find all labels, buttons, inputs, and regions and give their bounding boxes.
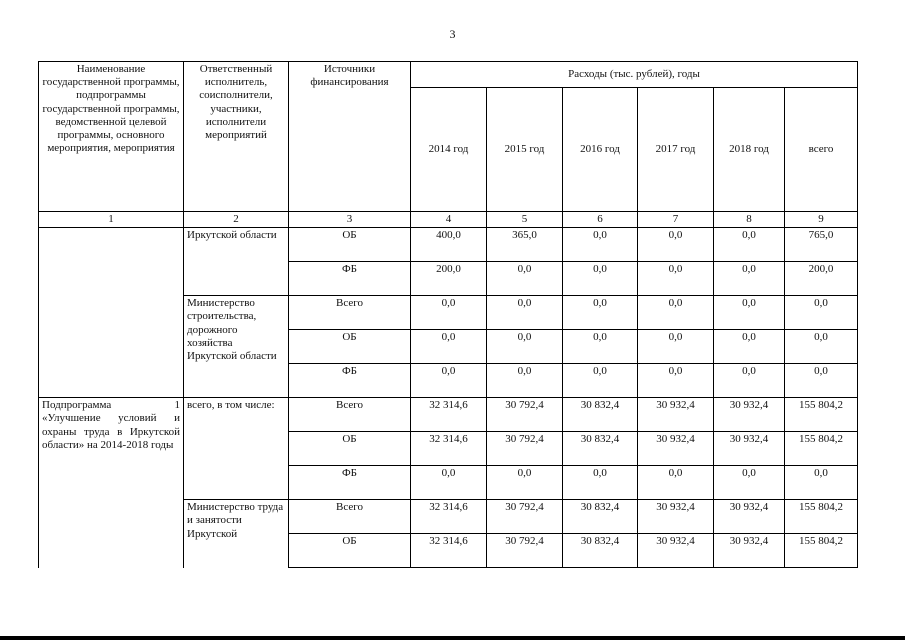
year-value-cell: 30 792,4 [487,500,563,534]
year-value-cell: 30 932,4 [714,534,785,568]
year-value-cell: 0,0 [563,330,638,364]
funding-source-cell: ФБ [289,262,411,296]
funding-source-cell: ОБ [289,330,411,364]
year-value-cell: 0,0 [563,466,638,500]
column-number: 2 [184,212,289,228]
year-value-cell: 30 832,4 [563,500,638,534]
year-value-cell: 30 932,4 [714,398,785,432]
year-value-cell: 0,0 [714,296,785,330]
year-value-cell: 30 932,4 [638,534,714,568]
funding-source-cell: Всего [289,296,411,330]
year-value-cell: 0,0 [563,364,638,398]
year-value-cell: 0,0 [714,364,785,398]
year-value-cell: 32 314,6 [411,534,487,568]
column-number: 7 [638,212,714,228]
year-value-cell: 30 932,4 [638,432,714,466]
year-value-cell: 30 932,4 [638,500,714,534]
year-value-cell: 30 792,4 [487,398,563,432]
column-number: 3 [289,212,411,228]
column-number: 5 [487,212,563,228]
year-value-cell: 365,0 [487,228,563,262]
column-number: 6 [563,212,638,228]
header-year: 2016 год [563,88,638,212]
header-program-name: Наименование государственной программы, подпрограммы государственной программы, ведомственной целевой программы, основного мероприятия, мероприятия [39,62,184,212]
total-value-cell: 200,0 [785,262,858,296]
header-year: 2018 год [714,88,785,212]
year-value-cell: 0,0 [411,330,487,364]
year-value-cell: 0,0 [487,466,563,500]
year-value-cell: 0,0 [714,262,785,296]
column-number: 1 [39,212,184,228]
total-value-cell: 0,0 [785,364,858,398]
year-value-cell: 32 314,6 [411,398,487,432]
year-value-cell: 30 932,4 [638,398,714,432]
header-year: 2017 год [638,88,714,212]
year-value-cell: 0,0 [638,296,714,330]
year-value-cell: 0,0 [411,364,487,398]
program-name-cell: Подпрограмма 1 «Улучшение условий и охраны труда в Иркутской области» на 2014-2018 годы [39,398,184,568]
year-value-cell: 0,0 [487,364,563,398]
scan-edge [0,636,905,640]
year-value-cell: 0,0 [638,262,714,296]
total-value-cell: 155 804,2 [785,534,858,568]
column-number: 9 [785,212,858,228]
year-value-cell: 0,0 [411,296,487,330]
year-value-cell: 30 832,4 [563,534,638,568]
total-value-cell: 155 804,2 [785,398,858,432]
total-value-cell: 765,0 [785,228,858,262]
year-value-cell: 0,0 [563,228,638,262]
executor-cell: Иркутской области [184,228,289,296]
year-value-cell: 0,0 [487,330,563,364]
header-year: 2014 год [411,88,487,212]
header-executor: Ответственный исполнитель, соисполнители, участники, исполнители мероприятий [184,62,289,212]
year-value-cell: 32 314,6 [411,432,487,466]
header-year: 2015 год [487,88,563,212]
column-number: 8 [714,212,785,228]
year-value-cell: 0,0 [714,228,785,262]
year-value-cell: 0,0 [714,466,785,500]
year-value-cell: 0,0 [714,330,785,364]
funding-source-cell: ФБ [289,364,411,398]
funding-source-cell: Всего [289,500,411,534]
year-value-cell: 200,0 [411,262,487,296]
year-value-cell: 30 932,4 [714,432,785,466]
year-value-cell: 400,0 [411,228,487,262]
year-value-cell: 0,0 [487,296,563,330]
year-value-cell: 30 832,4 [563,398,638,432]
year-value-cell: 0,0 [638,466,714,500]
total-value-cell: 0,0 [785,330,858,364]
executor-cell: Министерство труда и занятости Иркутской [184,500,289,568]
executor-cell: Министерство строительства, дорожного хозяйства Иркутской области [184,296,289,398]
header-expenses: Расходы (тыс. рублей), годы [411,62,858,88]
funding-source-cell: ФБ [289,466,411,500]
program-name-cell [39,228,184,398]
year-value-cell: 0,0 [563,296,638,330]
year-value-cell: 0,0 [638,228,714,262]
year-value-cell: 0,0 [411,466,487,500]
expenses-table [38,61,858,568]
year-value-cell: 0,0 [563,262,638,296]
funding-source-cell: Всего [289,398,411,432]
total-value-cell: 155 804,2 [785,432,858,466]
column-number: 4 [411,212,487,228]
page-number: 3 [449,27,456,41]
total-value-cell: 155 804,2 [785,500,858,534]
table-row [39,228,858,262]
year-value-cell: 0,0 [638,364,714,398]
total-value-cell: 0,0 [785,296,858,330]
funding-source-cell: ОБ [289,534,411,568]
header-total: всего [785,88,858,212]
year-value-cell: 30 792,4 [487,432,563,466]
year-value-cell: 32 314,6 [411,500,487,534]
header-funding-source: Источники финансирования [289,62,411,212]
executor-cell: всего, в том числе: [184,398,289,500]
year-value-cell: 30 792,4 [487,534,563,568]
year-value-cell: 30 932,4 [714,500,785,534]
year-value-cell: 0,0 [638,330,714,364]
total-value-cell: 0,0 [785,466,858,500]
year-value-cell: 30 832,4 [563,432,638,466]
year-value-cell: 0,0 [487,262,563,296]
funding-source-cell: ОБ [289,228,411,262]
funding-source-cell: ОБ [289,432,411,466]
table-row [39,398,858,432]
